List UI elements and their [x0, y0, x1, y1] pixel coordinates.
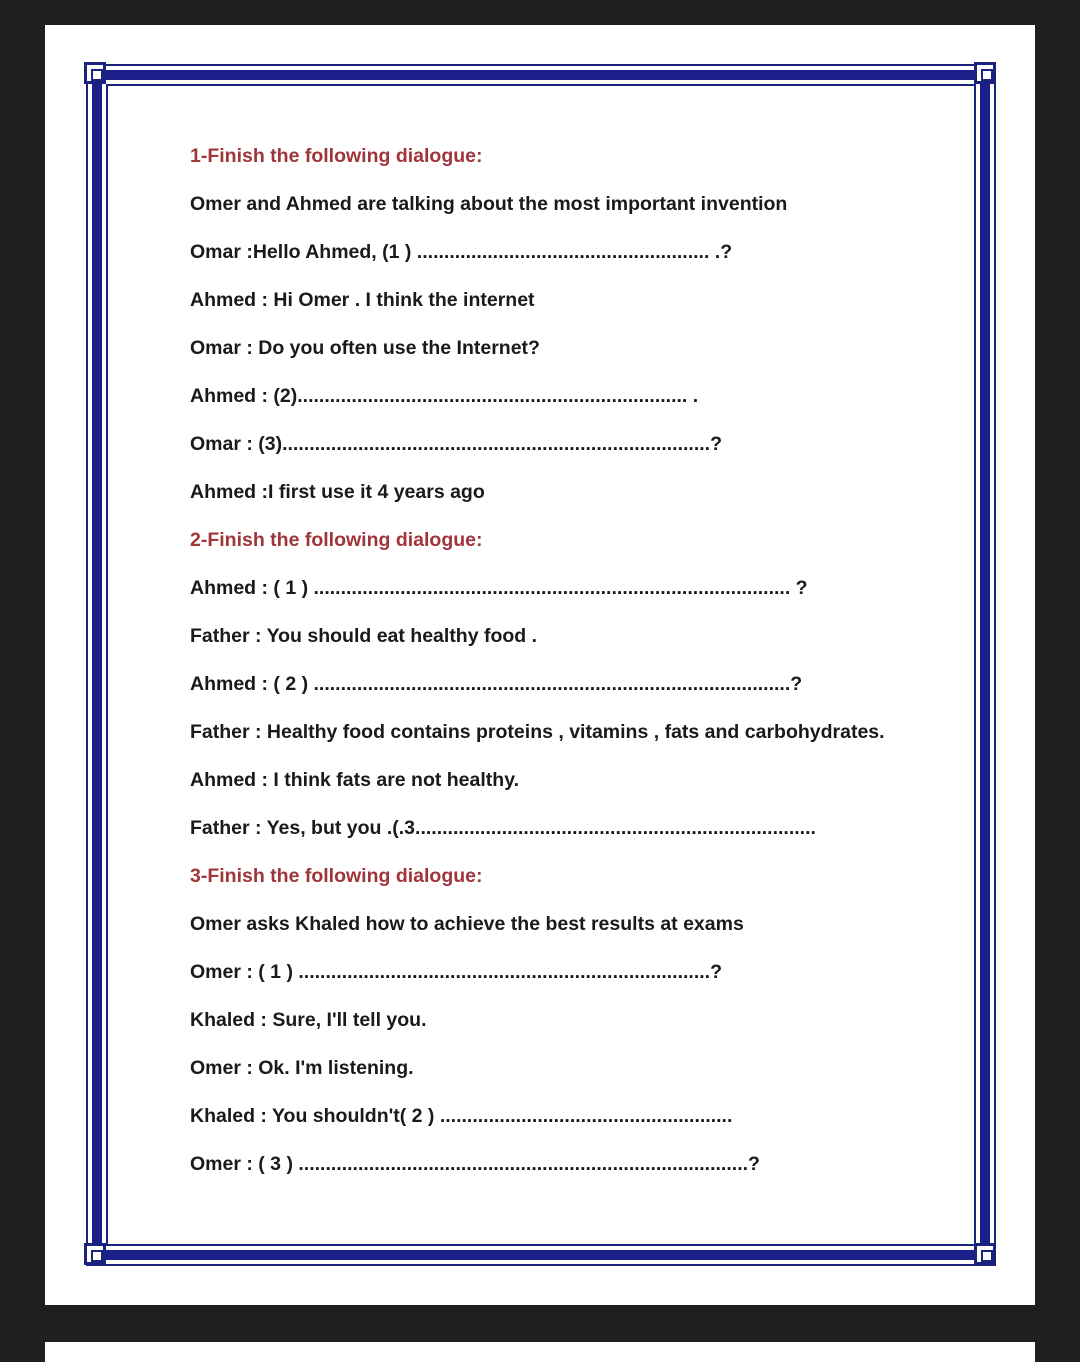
- dialogue-line: Father : You should eat healthy food .: [190, 625, 538, 647]
- heading-dialogue-2: 2-Finish the following dialogue:: [190, 529, 483, 551]
- dialogue-line: Ahmed :I first use it 4 years ago: [190, 481, 485, 503]
- dialogue-line: Omer : Ok. I'm listening.: [190, 1057, 414, 1079]
- dialogue-line: Ahmed : ( 2 ) ........................................................................................?: [190, 673, 803, 695]
- heading-dialogue-1: 1-Finish the following dialogue:: [190, 145, 483, 167]
- corner-ornament-bottom-left: [84, 1243, 106, 1265]
- dialogue-line: Omar :Hello Ahmed, (1 ) ...................................................... .?: [190, 241, 733, 263]
- dialogue-line: Omar : (3)...............................................................................?: [190, 433, 723, 455]
- corner-ornament-top-right: [974, 62, 996, 84]
- text-line: Omer asks Khaled how to achieve the best results at exams: [190, 913, 744, 935]
- dialogue-line: Ahmed : (2)........................................................................ .: [190, 385, 699, 407]
- corner-ornament-top-left: [84, 62, 106, 84]
- dialogue-line: Ahmed : ( 1 ) ........................................................................................ ?: [190, 577, 808, 599]
- dialogue-line: Omer : ( 3 ) ...................................................................................?: [190, 1153, 760, 1175]
- heading-dialogue-3: 3-Finish the following dialogue:: [190, 865, 483, 887]
- dialogue-line: Father : Healthy food contains proteins , vitamins , fats and carbohydrates.: [190, 721, 885, 743]
- text-line: Omer and Ahmed are talking about the most important invention: [190, 193, 788, 215]
- next-page-edge: [45, 1342, 1035, 1362]
- dialogue-line: Father : Yes, but you .(.3..........................................................................: [190, 817, 816, 839]
- dialogue-line: Ahmed : I think fats are not healthy.: [190, 769, 520, 791]
- dialogue-line: Omer : ( 1 ) ............................................................................?: [190, 961, 723, 983]
- dialogue-line: Ahmed : Hi Omer . I think the internet: [190, 289, 535, 311]
- dialogue-line: Omar : Do you often use the Internet?: [190, 337, 540, 359]
- corner-ornament-bottom-right: [974, 1243, 996, 1265]
- dialogue-line: Khaled : Sure, I'll tell you.: [190, 1009, 427, 1031]
- dialogue-line: Khaled : You shouldn't( 2 ) ......................................................: [190, 1105, 733, 1127]
